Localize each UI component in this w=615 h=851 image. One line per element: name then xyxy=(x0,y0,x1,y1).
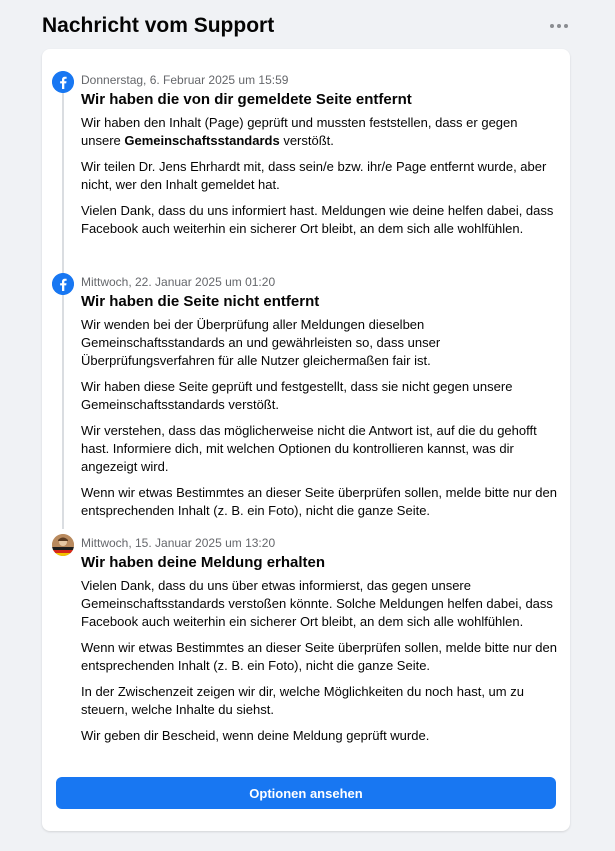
message-timestamp: Mittwoch, 15. Januar 2025 um 13:20 xyxy=(81,536,276,550)
message-title: Wir haben die von dir gemeldete Seite entfernt xyxy=(81,91,412,108)
message-paragraph: Wir geben dir Bescheid, wenn deine Meldung geprüft wurde. xyxy=(81,728,430,743)
page-title: Nachricht vom Support xyxy=(42,14,275,37)
more-options-button[interactable] xyxy=(547,14,571,38)
user-avatar-icon xyxy=(52,534,74,556)
view-options-button[interactable]: Optionen ansehen xyxy=(56,777,556,809)
message-paragraph: Wenn wir etwas Bestimmtes an dieser Seite überprüfen sollen, melde bitte nur den entsprechenden Inhalt (z. B. ein Foto), nicht die ganze Seite. xyxy=(81,640,557,673)
message-entry xyxy=(42,534,570,764)
message-body xyxy=(81,577,559,753)
facebook-icon xyxy=(52,273,74,295)
message-body xyxy=(81,114,559,246)
message-paragraph: Wir teilen Dr. Jens Ehrhardt mit, dass sein/e bzw. ihr/e Page entfernt wurde, aber nicht, wer den Inhalt gemeldet hat. xyxy=(81,159,547,192)
message-paragraph: In der Zwischenzeit zeigen wir dir, welche Möglichkeiten du noch hast, um zu steuern, welche Inhalte du siehst. xyxy=(81,684,524,717)
message-paragraph: Wir verstehen, dass das möglicherweise nicht die Antwort ist, auf die du gehofft hast. Informiere dich, mit welchen Optionen du kontrollieren kannst, was dir angezeigt wird. xyxy=(81,423,537,474)
message-entry xyxy=(42,71,570,271)
support-message-card xyxy=(42,49,570,831)
message-entry xyxy=(42,273,570,518)
message-paragraph: Wir haben diese Seite geprüft und festgestellt, dass sie nicht gegen unsere Gemeinschaftsstandards verstößt. xyxy=(81,379,513,412)
more-horizontal-icon xyxy=(550,24,568,28)
message-timestamp: Mittwoch, 22. Januar 2025 um 01:20 xyxy=(81,275,276,289)
message-body xyxy=(81,316,559,528)
community-standards-emphasis: Gemeinschaftsstandards xyxy=(124,133,280,148)
message-paragraph: Vielen Dank, dass du uns über etwas informierst, das gegen unsere Gemeinschaftsstandards verstoßen könnte. Solche Meldungen helfen dabei, dass Facebook auch weiterhin ein sicherer Ort bleibt, an dem sich alle wohlfühlen. xyxy=(81,578,553,629)
page-header xyxy=(42,12,571,40)
message-paragraph: Vielen Dank, dass du uns informiert hast. Meldungen wie deine helfen dabei, dass Facebook auch weiterhin ein sicherer Ort bleibt, an dem sich alle wohlfühlen. xyxy=(81,203,554,236)
message-paragraph: Wenn wir etwas Bestimmtes an dieser Seite überprüfen sollen, melde bitte nur den entsprechenden Inhalt (z. B. ein Foto), nicht die ganze Seite. xyxy=(81,485,557,518)
message-title: Wir haben die Seite nicht entfernt xyxy=(81,293,320,310)
facebook-icon xyxy=(52,71,74,93)
message-paragraph: Wir haben den Inhalt (Page) geprüft und mussten feststellen, dass er gegen unsere Gemeinschaftsstandards verstößt. xyxy=(81,115,518,148)
message-paragraph: Wir wenden bei der Überprüfung aller Meldungen dieselben Gemeinschaftsstandards an und gewährleisten so, dass unser Überprüfungsverfahren für alle Nutzer gleichermaßen fair ist. xyxy=(81,317,441,368)
message-timestamp: Donnerstag, 6. Februar 2025 um 15:59 xyxy=(81,73,289,87)
message-title: Wir haben deine Meldung erhalten xyxy=(81,554,326,571)
